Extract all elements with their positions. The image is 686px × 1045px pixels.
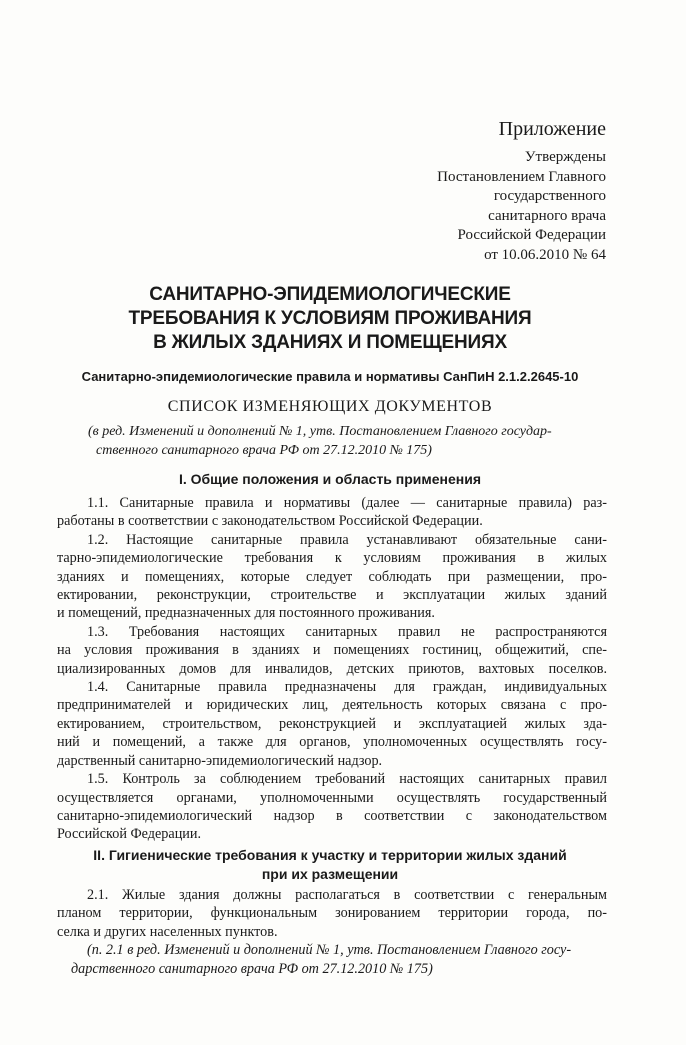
approval-line: Утверждены bbox=[524, 149, 606, 165]
paragraph-line: санитарно-эпидемиологический надзор в соответствии с законодательством bbox=[57, 807, 607, 824]
section-2-body bbox=[57, 886, 607, 978]
title-line: ТРЕБОВАНИЯ К УСЛОВИЯМ ПРОЖИВАНИЯ bbox=[128, 308, 532, 329]
approval-line: Постановлением Главного bbox=[437, 168, 606, 185]
approval-block bbox=[437, 148, 606, 265]
section-1-title-text: I. Общие положения и область применения bbox=[178, 471, 482, 487]
paragraph-line: зданиях и помещениях, которые следует соблюдать при размещении, про- bbox=[57, 568, 607, 585]
amendment-note-line: (п. 2.1 в ред. Изменений и дополнений № 1, утв. Постановлением Главного госу- bbox=[87, 942, 572, 959]
amendment-line: (в ред. Изменений и дополнений № 1, утв. Постановлением Главного государ- bbox=[88, 424, 552, 439]
paragraph-line: ектированием, строительством, реконструкцией и эксплуатацией жилых зда- bbox=[57, 715, 607, 732]
section-1-title bbox=[60, 470, 600, 489]
approval-line: государственного bbox=[493, 188, 606, 204]
paragraph-line: 1.3. Требования настоящих санитарных правил не распространяются bbox=[87, 623, 607, 640]
sanpin-subtitle: Санитарно-эпидемиологические правила и нормативы СанПиН 2.1.2.2645-10 bbox=[81, 369, 579, 384]
paragraph-line: дарственный санитарно-эпидемиологический надзор. bbox=[57, 752, 383, 769]
approval-line: от 10.06.2010 № 64 bbox=[484, 246, 606, 263]
section-1-body bbox=[57, 494, 607, 844]
doc-list-heading: СПИСОК ИЗМЕНЯЮЩИХ ДОКУМЕНТОВ bbox=[167, 398, 493, 415]
paragraph-line: на условия проживания в зданиях и помещениях гостиниц, общежитий, спе- bbox=[57, 642, 607, 659]
paragraph-line: ектировании, реконструкции, строительстве и эксплуатации жилых зданий bbox=[57, 587, 607, 604]
appendix-label: Приложение bbox=[498, 118, 606, 140]
paragraph-line: работаны в соответствии с законодательством Российской Федерации. bbox=[57, 513, 483, 530]
title-line: САНИТАРНО-ЭПИДЕМИОЛОГИЧЕСКИЕ bbox=[149, 284, 511, 305]
amendment-note-line: дарственного санитарного врача РФ от 27.12.2010 № 175) bbox=[71, 960, 433, 977]
title-line: В ЖИЛЫХ ЗДАНИЯХ И ПОМЕЩЕНИЯХ bbox=[153, 332, 507, 353]
paragraph-line: 1.5. Контроль за соблюдением требований настоящих санитарных правил bbox=[87, 771, 607, 788]
paragraph-line: и помещений, предназначенных для постоянного проживания. bbox=[57, 605, 435, 622]
section-2-title-line: при их размещении bbox=[261, 866, 399, 882]
paragraph-line: селка и других населенных пунктов. bbox=[57, 923, 278, 940]
paragraph-line: 1.1. Санитарные правила и нормативы (далее — санитарные правила) раз- bbox=[87, 495, 607, 511]
paragraph-line: Российской Федерации. bbox=[57, 826, 202, 843]
paragraph-line: планом территории, функциональным зонированием территории города, по- bbox=[57, 905, 607, 922]
section-2-title bbox=[60, 846, 600, 884]
paragraph-line: осуществляется органами, уполномоченными осуществлять государственный bbox=[57, 789, 607, 806]
section-2-title-line: II. Гигиенические требования к участку и территории жилых зданий bbox=[93, 847, 567, 863]
paragraph-line: циализированных домов для инвалидов, детских приютов, вахтовых поселков. bbox=[57, 660, 607, 677]
paragraph-line: ний и помещений, а также для органов, уполномоченных осуществлять госу- bbox=[57, 734, 607, 751]
amendment-note bbox=[88, 422, 608, 460]
paragraph-line: 1.2. Настоящие санитарные правила устанавливают обязательные сани- bbox=[87, 531, 607, 548]
paragraph-line: тарно-эпидемиологические требования к условиям проживания в жилых bbox=[57, 550, 607, 567]
paragraph-line: 2.1. Жилые здания должны располагаться в соответствии с генеральным bbox=[87, 887, 607, 903]
approval-line: санитарного врача bbox=[488, 207, 606, 224]
approval-line: Российской Федерации bbox=[457, 227, 606, 243]
paragraph-line: предпринимателей и юридических лиц, деятельность которых связана с про- bbox=[57, 697, 607, 714]
document-title bbox=[60, 283, 600, 355]
paragraph-line: 1.4. Санитарные правила предназначены для граждан, индивидуальных bbox=[87, 679, 607, 696]
amendment-line: ственного санитарного врача РФ от 27.12.2010 № 175) bbox=[96, 443, 432, 458]
